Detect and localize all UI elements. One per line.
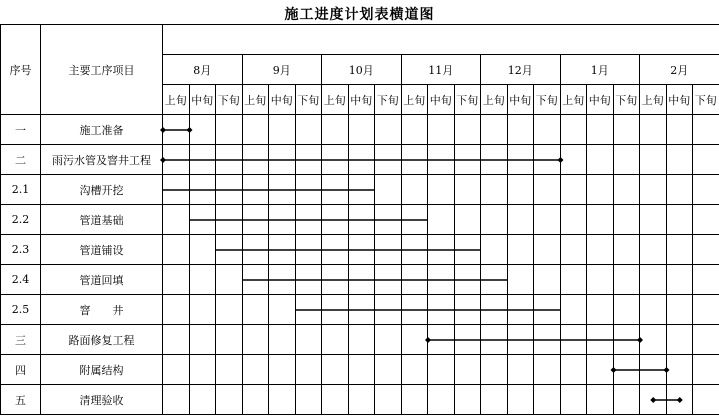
grid-cell (534, 385, 561, 415)
month-header: 11月 (401, 55, 481, 85)
grid-cell (587, 235, 614, 265)
grid-cell (295, 325, 322, 355)
table-row (1, 295, 719, 325)
grid-cell (189, 295, 216, 325)
grid-cell (454, 325, 481, 355)
grid-cell (242, 325, 269, 355)
grid-cell (560, 355, 587, 385)
grid-cell (242, 265, 269, 295)
period-header: 下旬 (454, 85, 481, 115)
grid-cell (587, 115, 614, 145)
row-seq: 2.5 (1, 295, 41, 325)
grid-cell (375, 205, 402, 235)
grid-cell (640, 385, 667, 415)
grid-cell (481, 175, 508, 205)
grid-cell (269, 145, 296, 175)
month-header: 9月 (242, 55, 322, 85)
grid-cell (613, 355, 640, 385)
period-header: 中旬 (189, 85, 216, 115)
grid-cell (587, 175, 614, 205)
grid-cell (454, 385, 481, 415)
grid-cell (481, 265, 508, 295)
grid-cell (666, 295, 693, 325)
grid-cell (163, 175, 190, 205)
row-task-name: 管道回填 (41, 265, 163, 295)
grid-cell (295, 175, 322, 205)
grid-cell (666, 145, 693, 175)
period-header: 下旬 (693, 85, 719, 115)
grid-cell (613, 265, 640, 295)
grid-cell (613, 385, 640, 415)
grid-cell (454, 355, 481, 385)
grid-cell (295, 265, 322, 295)
grid-cell (401, 295, 428, 325)
grid-cell (163, 115, 190, 145)
grid-cell (216, 325, 243, 355)
table-row (1, 175, 719, 205)
grid-cell (295, 205, 322, 235)
table-row (1, 265, 719, 295)
period-header: 下旬 (216, 85, 243, 115)
grid-cell (348, 145, 375, 175)
grid-cell (242, 145, 269, 175)
grid-cell (428, 205, 455, 235)
table-row (1, 385, 719, 415)
grid-cell (693, 385, 719, 415)
grid-cell (534, 115, 561, 145)
grid-cell (242, 355, 269, 385)
grid-cell (163, 385, 190, 415)
grid-cell (189, 175, 216, 205)
grid-cell (428, 385, 455, 415)
grid-cell (666, 175, 693, 205)
grid-cell (348, 295, 375, 325)
grid-cell (507, 115, 534, 145)
grid-cell (322, 355, 349, 385)
grid-cell (481, 115, 508, 145)
grid-cell (640, 355, 667, 385)
grid-cell (269, 115, 296, 145)
grid-cell (322, 115, 349, 145)
grid-cell (163, 265, 190, 295)
grid-cell (534, 355, 561, 385)
grid-cell (322, 265, 349, 295)
grid-cell (375, 175, 402, 205)
grid-cell (163, 205, 190, 235)
grid-cell (242, 235, 269, 265)
grid-cell (322, 205, 349, 235)
grid-cell (454, 115, 481, 145)
grid-cell (216, 295, 243, 325)
period-header: 中旬 (348, 85, 375, 115)
period-header: 上旬 (163, 85, 190, 115)
grid-cell (269, 385, 296, 415)
grid-cell (189, 385, 216, 415)
grid-cell (242, 295, 269, 325)
grid-cell (666, 235, 693, 265)
grid-cell (348, 325, 375, 355)
row-seq: 2.3 (1, 235, 41, 265)
grid-cell (216, 205, 243, 235)
grid-cell (613, 145, 640, 175)
table-row (1, 115, 719, 145)
grid-cell (507, 205, 534, 235)
grid-cell (428, 295, 455, 325)
grid-cell (666, 385, 693, 415)
grid-cell (481, 325, 508, 355)
grid-cell (163, 295, 190, 325)
grid-cell (189, 145, 216, 175)
seq-header: 序号 (1, 25, 41, 115)
row-seq: 一 (1, 115, 41, 145)
grid-cell (613, 205, 640, 235)
grid-cell (189, 355, 216, 385)
grid-cell (163, 145, 190, 175)
grid-cell (269, 175, 296, 205)
period-header: 上旬 (322, 85, 349, 115)
grid-cell (534, 265, 561, 295)
grid-cell (534, 145, 561, 175)
grid-cell (560, 325, 587, 355)
grid-cell (216, 115, 243, 145)
table-row (1, 205, 719, 235)
grid-cell (401, 145, 428, 175)
period-header: 中旬 (507, 85, 534, 115)
grid-cell (295, 115, 322, 145)
grid-cell (401, 355, 428, 385)
grid-cell (401, 235, 428, 265)
grid-cell (428, 325, 455, 355)
grid-cell (322, 145, 349, 175)
row-task-name: 窨 井 (41, 295, 163, 325)
grid-cell (587, 145, 614, 175)
grid-cell (454, 205, 481, 235)
grid-cell (560, 205, 587, 235)
grid-cell (401, 115, 428, 145)
grid-cell (534, 325, 561, 355)
grid-cell (693, 175, 719, 205)
grid-cell (428, 265, 455, 295)
grid-cell (322, 295, 349, 325)
table-row (1, 235, 719, 265)
grid-cell (428, 115, 455, 145)
row-seq: 2.1 (1, 175, 41, 205)
grid-cell (454, 295, 481, 325)
grid-cell (507, 265, 534, 295)
grid-cell (560, 145, 587, 175)
grid-cell (587, 205, 614, 235)
grid-cell (295, 385, 322, 415)
grid-cell (163, 235, 190, 265)
grid-cell (693, 115, 719, 145)
grid-cell (189, 265, 216, 295)
grid-cell (428, 175, 455, 205)
grid-cell (481, 205, 508, 235)
grid-cell (428, 145, 455, 175)
grid-cell (560, 235, 587, 265)
row-seq: 四 (1, 355, 41, 385)
period-header: 中旬 (666, 85, 693, 115)
grid-cell (322, 235, 349, 265)
period-header: 上旬 (560, 85, 587, 115)
grid-cell (587, 295, 614, 325)
table-row (1, 355, 719, 385)
period-header: 上旬 (481, 85, 508, 115)
grid-cell (481, 385, 508, 415)
grid-cell (189, 325, 216, 355)
row-task-name: 管道铺设 (41, 235, 163, 265)
grid-cell (507, 385, 534, 415)
period-header: 中旬 (587, 85, 614, 115)
grid-cell (295, 355, 322, 385)
grid-cell (375, 355, 402, 385)
grid-cell (640, 205, 667, 235)
item-header: 主要工序项目 (41, 25, 163, 115)
grid-cell (216, 175, 243, 205)
grid-cell (216, 355, 243, 385)
grid-cell (163, 325, 190, 355)
grid-cell (216, 385, 243, 415)
grid-cell (295, 145, 322, 175)
grid-cell (375, 385, 402, 415)
grid-cell (401, 385, 428, 415)
grid-cell (613, 295, 640, 325)
grid-cell (242, 385, 269, 415)
row-seq: 三 (1, 325, 41, 355)
grid-cell (481, 355, 508, 385)
grid-cell (189, 235, 216, 265)
row-task-name: 雨污水管及窨井工程 (41, 145, 163, 175)
grid-cell (560, 385, 587, 415)
grid-cell (587, 325, 614, 355)
grid-cell (454, 145, 481, 175)
grid-cell (242, 115, 269, 145)
grid-cell (587, 355, 614, 385)
row-task-name: 清理验收 (41, 385, 163, 415)
grid-cell (507, 325, 534, 355)
grid-cell (348, 175, 375, 205)
month-header: 8月 (163, 55, 243, 85)
grid-cell (507, 355, 534, 385)
grid-cell (613, 235, 640, 265)
grid-cell (375, 295, 402, 325)
row-task-name: 沟槽开挖 (41, 175, 163, 205)
grid-cell (534, 295, 561, 325)
grid-cell (640, 265, 667, 295)
grid-cell (401, 205, 428, 235)
grid-cell (587, 385, 614, 415)
grid-cell (666, 325, 693, 355)
grid-cell (454, 175, 481, 205)
grid-cell (322, 175, 349, 205)
grid-cell (587, 265, 614, 295)
grid-cell (507, 295, 534, 325)
grid-cell (507, 235, 534, 265)
grid-cell (401, 325, 428, 355)
grid-cell (560, 175, 587, 205)
row-task-name: 管道基础 (41, 205, 163, 235)
period-header: 下旬 (295, 85, 322, 115)
grid-cell (481, 295, 508, 325)
grid-cell (348, 205, 375, 235)
grid-cell (693, 205, 719, 235)
grid-cell (693, 145, 719, 175)
grid-cell (269, 265, 296, 295)
grid-cell (481, 145, 508, 175)
period-header: 上旬 (401, 85, 428, 115)
grid-cell (560, 115, 587, 145)
grid-cell (269, 355, 296, 385)
table-row (1, 145, 719, 175)
month-header: 1月 (560, 55, 640, 85)
grid-cell (375, 265, 402, 295)
chart-title: 施工进度计划表横道图 (284, 7, 435, 23)
grid-cell (428, 355, 455, 385)
grid-cell (189, 205, 216, 235)
grid-cell (640, 295, 667, 325)
row-seq: 2.2 (1, 205, 41, 235)
grid-cell (216, 235, 243, 265)
period-header: 上旬 (242, 85, 269, 115)
grid-cell (216, 265, 243, 295)
row-seq: 五 (1, 385, 41, 415)
period-header: 下旬 (375, 85, 402, 115)
grid-cell (613, 175, 640, 205)
grid-cell (295, 295, 322, 325)
grid-cell (640, 175, 667, 205)
grid-cell (163, 355, 190, 385)
grid-cell (613, 115, 640, 145)
grid-cell (295, 235, 322, 265)
grid-cell (640, 325, 667, 355)
grid-cell (401, 265, 428, 295)
grid-cell (693, 265, 719, 295)
grid-cell (666, 265, 693, 295)
grid-cell (666, 115, 693, 145)
grid-cell (454, 235, 481, 265)
grid-cell (401, 175, 428, 205)
grid-cell (534, 235, 561, 265)
grid-cell (269, 295, 296, 325)
gantt-table (0, 24, 719, 415)
grid-cell (666, 205, 693, 235)
month-header: 2月 (640, 55, 719, 85)
month-header: 10月 (322, 55, 402, 85)
grid-cell (348, 235, 375, 265)
row-seq: 二 (1, 145, 41, 175)
period-header: 上旬 (640, 85, 667, 115)
grid-cell (481, 235, 508, 265)
grid-cell (693, 355, 719, 385)
table-row (1, 325, 719, 355)
grid-cell (242, 205, 269, 235)
timeline-header (163, 25, 719, 55)
grid-cell (322, 325, 349, 355)
grid-cell (454, 265, 481, 295)
grid-cell (534, 205, 561, 235)
grid-cell (269, 235, 296, 265)
grid-cell (269, 205, 296, 235)
row-task-name: 路面修复工程 (41, 325, 163, 355)
month-header: 12月 (481, 55, 561, 85)
grid-cell (348, 385, 375, 415)
grid-cell (348, 355, 375, 385)
row-task-name: 施工准备 (41, 115, 163, 145)
grid-cell (428, 235, 455, 265)
grid-cell (322, 385, 349, 415)
grid-cell (269, 325, 296, 355)
row-seq: 2.4 (1, 265, 41, 295)
period-header: 下旬 (613, 85, 640, 115)
grid-cell (375, 235, 402, 265)
grid-cell (189, 115, 216, 145)
grid-cell (507, 175, 534, 205)
grid-cell (613, 325, 640, 355)
grid-cell (640, 145, 667, 175)
row-task-name: 附属结构 (41, 355, 163, 385)
grid-cell (693, 235, 719, 265)
grid-cell (375, 325, 402, 355)
grid-cell (534, 175, 561, 205)
grid-cell (375, 115, 402, 145)
grid-cell (560, 265, 587, 295)
grid-cell (375, 145, 402, 175)
grid-cell (560, 295, 587, 325)
grid-cell (666, 355, 693, 385)
grid-cell (693, 325, 719, 355)
period-header: 中旬 (428, 85, 455, 115)
grid-cell (348, 115, 375, 145)
period-header: 下旬 (534, 85, 561, 115)
grid-cell (216, 145, 243, 175)
grid-cell (640, 115, 667, 145)
grid-cell (693, 295, 719, 325)
grid-cell (242, 175, 269, 205)
period-header: 中旬 (269, 85, 296, 115)
grid-cell (348, 265, 375, 295)
grid-cell (507, 145, 534, 175)
grid-cell (640, 235, 667, 265)
